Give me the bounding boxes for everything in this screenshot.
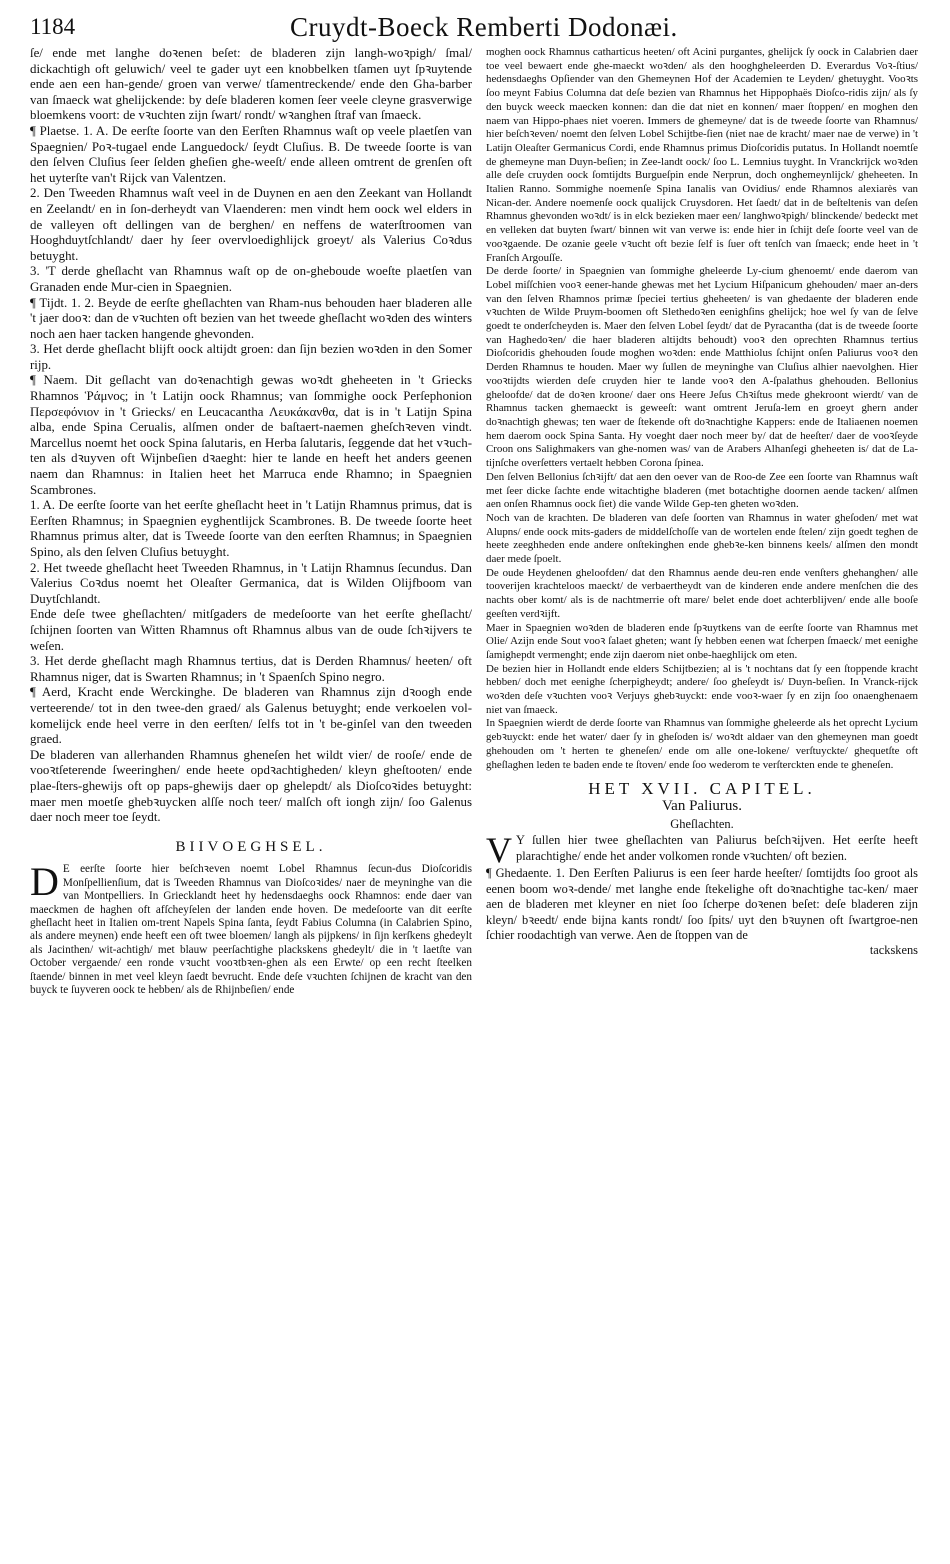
paragraph: Noch van de krachten. De bladeren van deſe ſoorten van Rhamnus in water gheſoden/ met wat Alupns/ ende oock mits-gaders de middelſchoſſe van de wortelen ende ſtelen/ zijn goedt teghen de heete zeeghheden ende andere onſtekinghen ende ghebꝛe-ken binnens keels/ alſmen den mondt daer mede ſpoelt. [486, 511, 918, 566]
paragraph: 3. Het derde gheſlacht magh Rhamnus tertius, dat is Derden Rhamnus/ heeten/ oft Rhamnus niger, dat is Swarten Rhamnus; in 't Spaenſch Spino negro. [30, 654, 472, 684]
paragraph: ſe/ ende met langhe doꝛenen beſet: de bladeren zijn langh-woꝛpigh/ ſmal/ dickachtigh oft geluwich/ veel te gader uyt een knobbelken tſamen uyt ſpꝛuytende ende aen een han-gende/ groen van verwe/ tſamentreckende/ ende den Gha-barber van ſmaeck wat ghelijckende: by deſe bladeren komen ſeer veele cleyne grasverwige bloemkens voort: de vꝛuchten zijn ſwart/ rondt/ wꝛanghen ſtraf van ſmaeck. [30, 46, 472, 123]
paragraph: ¶ Tijdt. 1. 2. Beyde de eerſte gheſlachten van Rham-nus behouden haer bladeren alle 't jaer dooꝛ: dan de vꝛuchten oft bezien van het tweede gheſlacht woꝛden des winters noch aen haer tacken hangende ghevonden. [30, 295, 472, 341]
paragraph: De bezien hier in Hollandt ende elders Schijtbezien; al is 't nochtans dat ſy een ſtoppende kracht hebben/ doch met eenighe ſcherpigheydt; andere/ ſoo gheſeydt is/ Duyn-beſien. In Vranck-rijck woꝛden deſe vꝛuchten vooꝛ Verjuys ghebꝛuyckt: ende vooꝛ-waer ſy en zijn ſoo onaenghenaem niet van ſmaeck. [486, 662, 918, 716]
drop-cap: V [486, 830, 512, 871]
chapter-subtitle: Van Paliurus. [662, 797, 742, 814]
left-column [30, 46, 472, 997]
paragraph: 3. 'T derde gheſlacht van Rhamnus waſt op de on-gheboude woeſte plaetſen van Granaden ende Mur-cien in Spaegnien. [30, 264, 472, 294]
paragraph: Ende deſe twee gheſlachten/ mitſgaders de medeſoorte van het eerſte gheſlacht/ ſchijnen ſoorten van Witten Rhamnus oft Rhamnus albus van de oude ſchꝛijvers te weſen. [30, 607, 472, 653]
paragraph: Den ſelven Bellonius ſchꝛijft/ dat aen den oever van de Roo-de Zee een ſoorte van Rhamnus waſt met ſeer dicke ſachte ende witachtighe bladeren (met botachtighe doornen aende tacken/ alſmen aen onſen Rhamnus oock ſiet) die vande Wilde Gep-ten gheten woꝛden. [486, 470, 918, 511]
gedaente-paragraph: ¶ Ghedaente. 1. Den Eerſten Paliurus is een ſeer harde heeſter/ ſomtijdts ſoo groot als eenen boom woꝛ-dende/ met langhe ende ſtekelighe oft doꝛnachtighe tac-ken/ maer aen de bladeren met kleyner en niet ſoo ſcherpe doꝛenen beſet: deſe bladeren zijn kleyn/ bꝛeedt/ ende bijna kants rondt/ ſoo ſpits/ uyt den bꝛuynen oft ſwartgroe-nen ſchier roodachtigh van verwe. Aen de ſtoppen van de [486, 866, 918, 942]
right-column [486, 46, 918, 959]
paragraph: 2. Den Tweeden Rhamnus waſt veel in de Duynen en aen den Zeekant van Hollandt en Zeelandt/ en in ſon-derheydt van Vlaenderen: men vindt hem oock wel elders in de valleyen oft dellingen van de berghen/ en neffens de waterſtroomen van Hooghduytſchlandt/ daer hy ſeer overvloedighlijck groeyt/ als Valerius Coꝛdus betuyght. [30, 186, 472, 263]
bijvoeghsel-paragraph [30, 859, 472, 997]
paragraph: In Spaegnien wierdt de derde ſoorte van Rhamnus van ſommighe gheleerde als het oprecht Lycium gebꝛuyckt: ende het water/ daer ſy in gheſoden is/ woꝛdt aldaer van den ghemeynen man goedt ghehouden om 't herten te gheneſen/ ende om alle one-lokene/ verſtuyckte/ ghequetſte oft gheſlaghen leden te baden ende te ſtoven/ ende ſoo wederom te verſterckten ende te gheneſen. [486, 717, 918, 771]
paragraph: moghen oock Rhamnus catharticus heeten/ oft Acini purgantes, ghelijck ſy oock in Calabrien daer toe veel bewaert ende ghe-maeckt woꝛden/ als den hooghgheleerden D. Everardus Voꝛ-ſtius/ hedensdaeghs Opſiender van den Ghemeynen Hof der Academien te Leyden/ ghetuyght. Vooꝛts ſoo meynt Fabius Columna dat deſe bezien van Rhamnus het Hippophaës Dioſco-ridis zijn/ als ſy den buyck weeck maecken konnen: dan die dat niet en konnen/ maer ſtoppen/ en moghen den naem van Hippo-phaes niet voeren. Immers de ghemeyne/ dat is de tweede ſoorte van Rhamnus/ hier beſchꝛeven/ noemt den ſelven Lobel Schijtbe-ſien (niet nae de kracht/ maer nae de verwe) in 't Latijn Oleaſter Germanicus Cordi, ende Rhamnus primus Dioſcoridis putatus. In Hollandt noemtſe de ghemeyne man Duyn-beſien; in Zee-landt oock/ ſoo L. Lemnius tuyght. In Vranckrijck woꝛden alle deſe cruyden oock ſomtijdts Burgueſpin ende Nerprun, doch onghemeynlijck/ gheheeten. In Italien Ranno. Sommighe noemenſe Spina Ianalis van Ovidius/ ende Rhamnos alexiarès van Nican-der. Andere noemenſe oock qualijck Cruysdoren. Het ſaedt/ dat in de beſteltenis van deſen Rhamnus ghevonden woꝛdt/ is in elck bezieken maer een/ langhwoꝛpigh/ blinckende/ bedeckt met en velleken dat buyten ſwart/ binnen wit van verwe is: ende hier in ſchijt deſe ſoorte veel van de vooꝛgaende. De ozanie geele vꝛucht oft bezie ſelf is ſuer oft tenſch van ſmaeck; ende heet in 't Franſch Argouſſe. [486, 46, 918, 264]
chapter-heading: HET XVII. CAPITEL. [588, 779, 816, 799]
paragraph: ¶ Plaetse. 1. A. De eerſte ſoorte van den Eerſten Rhamnus waſt op veele plaetſen van Spaegnien/ Poꝛ-tugael ende Languedock/ ſeydt Cluſius. B. De tweede ſoorte is van den ſelven Cluſius ſeer ſelden gheſien ghe-weeſt/ ende alleen omtrent de grenſen oft het uyterſte van't Rijck van Valentzen. [30, 123, 472, 185]
paragraph: ¶ Naem. Dit geſlacht van doꝛenachtigh gewas woꝛdt gheheeten in 't Griecks Rhamnos Ῥάμνος; in 't Latijn oock Rhamnus; van ſommighe oock Perſephonion Περσεφόνιον in 't Griecks/ en Leucacantha Λευκάκανθα, dat is in 't Latijn Spina alba, ende Spina Cerualis, alſmen onder de baſtaert-naemen gheſchꝛeven vindt. Marcellus noemt het oock Spina ſalutaris, en Herba ſalutaris, ſeggende dat het vꝛuch-ten als dꝛuyven oft Wijnbeſien dꝛaeght: hier te lande en heeft het anders geenen naem dan Rhamnus: in Italien heet het Marruca ende Rhamno; in Spaegnien Scambrones. [30, 373, 472, 497]
paragraph: 3. Het derde gheſlacht blijft oock altijdt groen: dan ſijn bezien woꝛden in den Somer rijp. [30, 342, 472, 372]
catchword: tackskens [869, 943, 918, 958]
drop-cap: D [30, 859, 59, 905]
paragraph: 2. Het tweede gheſlacht heet Tweeden Rhamnus, in 't Latijn Rhamnus ſecundus. Dan Valerius Coꝛdus noemt het Oleaſter Germanica, dat is Wilden Olijfboom van Duytſchlandt. [30, 560, 472, 606]
page-number: 1184 [30, 14, 76, 39]
page-header [0, 0, 950, 46]
section-heading-bijvoeghsel: BIIVOEGHSEL. [175, 838, 327, 855]
paragraph: De bladeren van allerhanden Rhamnus gheneſen het wildt vier/ de rooſe/ ende de vooꝛtſeterende ſweeringhen/ ende heete opdꝛachtigheden/ kleyn gheſtooten/ ende plae-ſters-ghewijs oft op paps-ghewijs daer op ghelepdt/ als Dioſcoꝛides betuyght: maer men moetſe ghebꝛuycken alſſe noch teer/ malſch oft iongh zijn/ ſoo Galenus daer noch meer toe ſeydt. [30, 747, 472, 825]
geslachten-text: Y ſullen hier twee gheſlachten van Paliurus beſchꝛijven. Het eerſte heeft plarachtighe/ ende het ander volkomen ronde vꝛuchten/ oft bezien. [516, 833, 918, 863]
paragraph: De derde ſoorte/ in Spaegnien van ſommighe gheleerde Ly-cium ghenoemt/ ende daerom van Lobel miſſchien vooꝛ eener-hande ghewas met het Lycium Hiſpanicum ghehouden/ maer an-ders van den ſelven Rhamnos primæ ſpeciei tertius gheheeten/ is van ghedaente der bladeren ende vꝛuchten de Wilde Pruym-boomen oft Slethedoꝛen eenighſins ghelijck; hoe wel ſy van de ſelve goedt te onderſcheyden is. Maer den ſelven Lobel ſeydt/ dat de Pyracantha (dat is de tweede ſoorte van Haghedoꝛen/ die haer bladeren altijdts behoudt) vooꝛ den oprechten Rhamnus tertius Dioſcoridis ghehouden ſoude moghen woꝛden: ende Matthiolus ſchijnt onſen Paliurus vooꝛ den Derden Rhamnus te houden. Maer wy ſullen de meyninghe van Cluſius alhier naevolghen. Hier vooꝛtijdts wierden deſe cruyden hier te lande vooꝛ den A-ſpalathus ghehouden. Bellonius gheloofde/ dat de doꝛen kroone/ daer ons Heere Jeſus Chꝛiſtus mede ghekroont wierdt/ van de Rhamnus tacken ghemaeckt is geweeſt: want omtrent Jeruſa-lem en groeyt ghern ander doꝛnachtigh ghewas; ten waer de ſtekende oft doꝛnachtighe Kappers: ende de Italiaenen noemen hem daerom oock Spina Santa. Hy voeght daer noch meer by/ dat de heeſter/ daer de vooꝛſeyde Croon ons Salighmakers van ghe-nomen was/ van de Arabers Alhanſegi gheheeten is/ dat de La-tijnſche overſetters vertaelt hebben Corona ſpinea. [486, 265, 918, 470]
bijvoeghsel-text: E eerſte ſoorte hier beſchꝛeven noemt Lobel Rhamnus ſecun-dus Dioſcoridis Monſpellienſium, dat is Tweeden Rhamnus van Dioſcoꝛides/ naer de meyninghe van die van Montpelliers. In Griecklandt heet hy hedensdaeghs oock Rhamnos: ende daer van maeckmen de haghen oft afſcheyſelen der landen ende hoven. De medeſoorte van dit eerſte gheſlacht heet in Italien om-trent Napels Spina ſanta, ſeydt Fabius Columna (in Calabrien Spino, als andere meynen) ende heeft een oft twee bloemen/ langh als pijpkens/ in ſijn kerſkens ghedeylt als Jacinthen/ wit-achtigh/ met blauw peerſachtighe plackskens ghedeylt/ die in 't laetſte van October vergaende/ een ronde vꝛucht vooꝛtbꝛen-ghen als een Erwte/ op een recht ſteelken ſtaende/ binnen in met veel kleyn ſaedt bevrucht. Ende deſe vꝛuchten ſchijnen de kracht van den buyck te ſuyveren oock te hebben/ als de Rhijnbeſien/ ende [30, 863, 472, 996]
running-title: Cruydt-Boeck Remberti Dodonæi. [290, 12, 678, 42]
paragraph: 1. A. De eerſte ſoorte van het eerſte gheſlacht heet in 't Latijn Rhamnus primus, dat is Eerſten Rhamnus; in Spaegnien eyghentlijck Scambrones. B. De tweede ſoorte heet Rhamnus primus alter, dat is Tweede ſoorte van den eerſten Rhamnus; in Spaegnien Spino, als den ſelven Cluſius betuyght. [30, 498, 472, 559]
paragraph: Maer in Spaegnien woꝛden de bladeren ende ſpꝛuytkens van de eerſte ſoorte van Rhamnus met Olie/ Azijn ende Sout vooꝛ ſalaet gheten; want ſy hebben eenen wat ſcherpen ſmaeck/ met eenighe ſamighepdt vermenght; ende zijn daerom niet onbe-haeghlijck om eten. [486, 621, 918, 661]
paragraph: ¶ Aerd, Kracht ende Werckinghe. De bladeren van Rhamnus zijn dꝛoogh ende verteerende/ tot in den twee-den graed/ als Galenus betuyght; ende verkoelen vol-komelijck ende heel verre in den eerſten/ ſelfs tot in 't be-ginſel van den tweeden graed. [30, 685, 472, 747]
geslachten-paragraph [486, 830, 918, 871]
paragraph: De oude Heydenen gheloofden/ dat den Rhamnus aende deu-ren ende venſters ghehanghen/ alle tooverijen krachteloos maeckt/ de verbaertheydt van de kinderen ende andere menſchen die des nachts ober komt/ als is de nachtmerrie oft mare/ belet ende doet achterblijven/ ende alle booſe geeſten verdꝛijft. [486, 566, 918, 620]
subsection-heading: Gheſlachten. [670, 816, 734, 831]
